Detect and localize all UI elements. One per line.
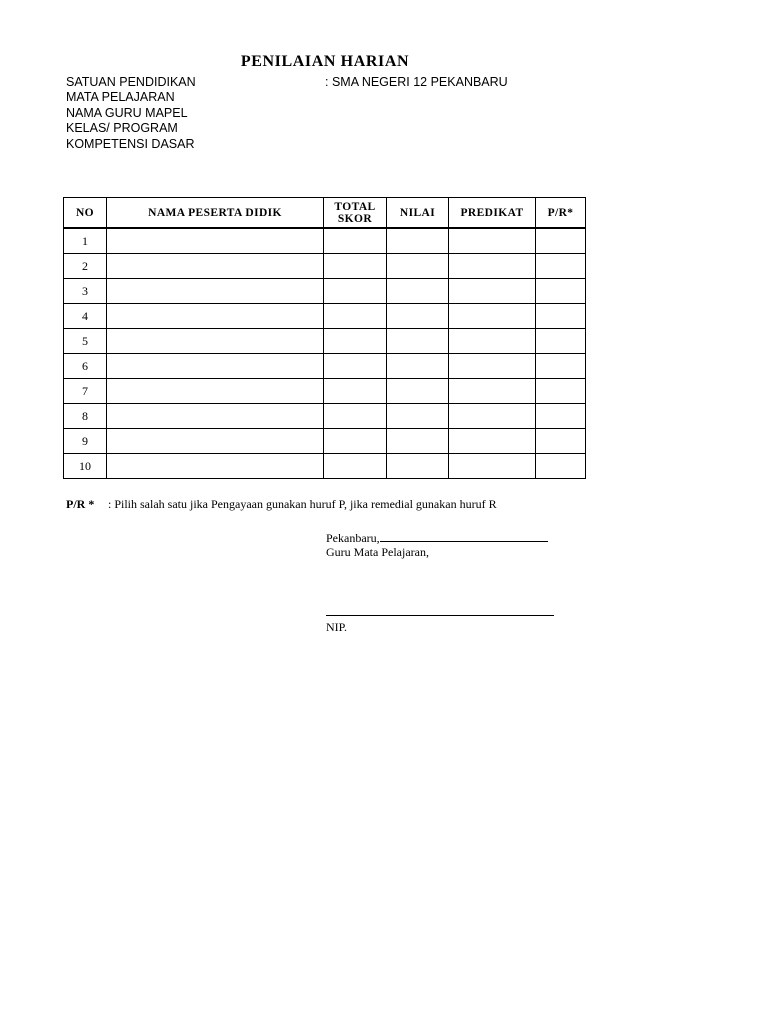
table-row bbox=[64, 329, 586, 354]
place-date-blank-line bbox=[380, 530, 548, 542]
row-number: 8 bbox=[64, 404, 107, 429]
signature-place-label: Pekanbaru, bbox=[326, 531, 380, 545]
cell-predikat[interactable] bbox=[449, 429, 536, 454]
header-nilai: NILAI bbox=[387, 198, 449, 229]
cell-nilai[interactable] bbox=[387, 429, 449, 454]
grade-table bbox=[63, 197, 586, 479]
row-number: 1 bbox=[64, 228, 107, 254]
cell-predikat[interactable] bbox=[449, 454, 536, 479]
cell-pr[interactable] bbox=[536, 228, 586, 254]
cell-total-skor[interactable] bbox=[324, 304, 387, 329]
cell-pr[interactable] bbox=[536, 254, 586, 279]
row-number: 3 bbox=[64, 279, 107, 304]
cell-total-skor[interactable] bbox=[324, 279, 387, 304]
document-title: PENILAIAN HARIAN bbox=[240, 53, 410, 70]
info-value-satuan-pendidikan: : SMA NEGERI 12 PEKANBARU bbox=[325, 75, 508, 89]
cell-predikat[interactable] bbox=[449, 279, 536, 304]
cell-pr[interactable] bbox=[536, 454, 586, 479]
header-total-skor bbox=[324, 198, 387, 229]
signature-nip: NIP. bbox=[326, 620, 348, 634]
table-row bbox=[64, 254, 586, 279]
cell-total-skor[interactable] bbox=[324, 254, 387, 279]
header-total-line1: TOTAL bbox=[334, 200, 376, 213]
header-pr: P/R* bbox=[536, 198, 586, 229]
cell-total-skor[interactable] bbox=[324, 329, 387, 354]
cell-nama[interactable] bbox=[107, 454, 324, 479]
cell-total-skor[interactable] bbox=[324, 454, 387, 479]
cell-nilai[interactable] bbox=[387, 304, 449, 329]
cell-pr[interactable] bbox=[536, 329, 586, 354]
header-predikat: PREDIKAT bbox=[449, 198, 536, 229]
signature-line bbox=[326, 615, 554, 616]
cell-predikat[interactable] bbox=[449, 329, 536, 354]
cell-nilai[interactable] bbox=[387, 379, 449, 404]
info-label-kelas-program: KELAS/ PROGRAM bbox=[66, 121, 178, 135]
cell-nama[interactable] bbox=[107, 254, 324, 279]
cell-nama[interactable] bbox=[107, 429, 324, 454]
row-number: 10 bbox=[64, 454, 107, 479]
cell-nama[interactable] bbox=[107, 279, 324, 304]
cell-pr[interactable] bbox=[536, 379, 586, 404]
header-total-line2: SKOR bbox=[337, 212, 373, 225]
cell-nama[interactable] bbox=[107, 404, 324, 429]
cell-nilai[interactable] bbox=[387, 254, 449, 279]
cell-total-skor[interactable] bbox=[324, 404, 387, 429]
cell-predikat[interactable] bbox=[449, 304, 536, 329]
row-number: 4 bbox=[64, 304, 107, 329]
table-row bbox=[64, 404, 586, 429]
cell-predikat[interactable] bbox=[449, 404, 536, 429]
info-label-satuan-pendidikan: SATUAN PENDIDIKAN bbox=[66, 75, 196, 89]
cell-nama[interactable] bbox=[107, 304, 324, 329]
header-nama-peserta-didik: NAMA PESERTA DIDIK bbox=[107, 198, 324, 229]
info-label-kompetensi-dasar: KOMPETENSI DASAR bbox=[66, 137, 195, 151]
cell-total-skor[interactable] bbox=[324, 228, 387, 254]
cell-total-skor[interactable] bbox=[324, 354, 387, 379]
cell-total-skor[interactable] bbox=[324, 429, 387, 454]
info-label-mata-pelajaran: MATA PELAJARAN bbox=[66, 90, 175, 104]
cell-predikat[interactable] bbox=[449, 354, 536, 379]
cell-nama[interactable] bbox=[107, 228, 324, 254]
table-row bbox=[64, 429, 586, 454]
row-number: 2 bbox=[64, 254, 107, 279]
cell-nilai[interactable] bbox=[387, 454, 449, 479]
pr-note-text: : Pilih salah satu jika Pengayaan gunakan huruf P, jika remedial gunakan huruf R bbox=[108, 497, 497, 511]
table-row bbox=[64, 304, 586, 329]
cell-nilai[interactable] bbox=[387, 354, 449, 379]
table-header-row bbox=[64, 198, 586, 229]
table-row bbox=[64, 228, 586, 254]
cell-pr[interactable] bbox=[536, 354, 586, 379]
cell-predikat[interactable] bbox=[449, 379, 536, 404]
table-row bbox=[64, 379, 586, 404]
signature-place bbox=[326, 530, 548, 546]
row-number: 5 bbox=[64, 329, 107, 354]
cell-pr[interactable] bbox=[536, 279, 586, 304]
cell-nilai[interactable] bbox=[387, 228, 449, 254]
pr-note bbox=[66, 497, 497, 512]
cell-predikat[interactable] bbox=[449, 228, 536, 254]
cell-pr[interactable] bbox=[536, 429, 586, 454]
row-number: 6 bbox=[64, 354, 107, 379]
table-row bbox=[64, 454, 586, 479]
cell-pr[interactable] bbox=[536, 304, 586, 329]
row-number: 7 bbox=[64, 379, 107, 404]
row-number: 9 bbox=[64, 429, 107, 454]
pr-note-key: P/R * bbox=[66, 497, 95, 511]
cell-predikat[interactable] bbox=[449, 254, 536, 279]
cell-nama[interactable] bbox=[107, 354, 324, 379]
cell-total-skor[interactable] bbox=[324, 379, 387, 404]
signature-role: Guru Mata Pelajaran, bbox=[326, 545, 429, 559]
header-no: NO bbox=[64, 198, 107, 229]
table-row bbox=[64, 354, 586, 379]
cell-nilai[interactable] bbox=[387, 279, 449, 304]
cell-nama[interactable] bbox=[107, 379, 324, 404]
cell-nama[interactable] bbox=[107, 329, 324, 354]
cell-nilai[interactable] bbox=[387, 329, 449, 354]
cell-nilai[interactable] bbox=[387, 404, 449, 429]
cell-pr[interactable] bbox=[536, 404, 586, 429]
info-label-nama-guru-mapel: NAMA GURU MAPEL bbox=[66, 106, 188, 120]
table-row bbox=[64, 279, 586, 304]
